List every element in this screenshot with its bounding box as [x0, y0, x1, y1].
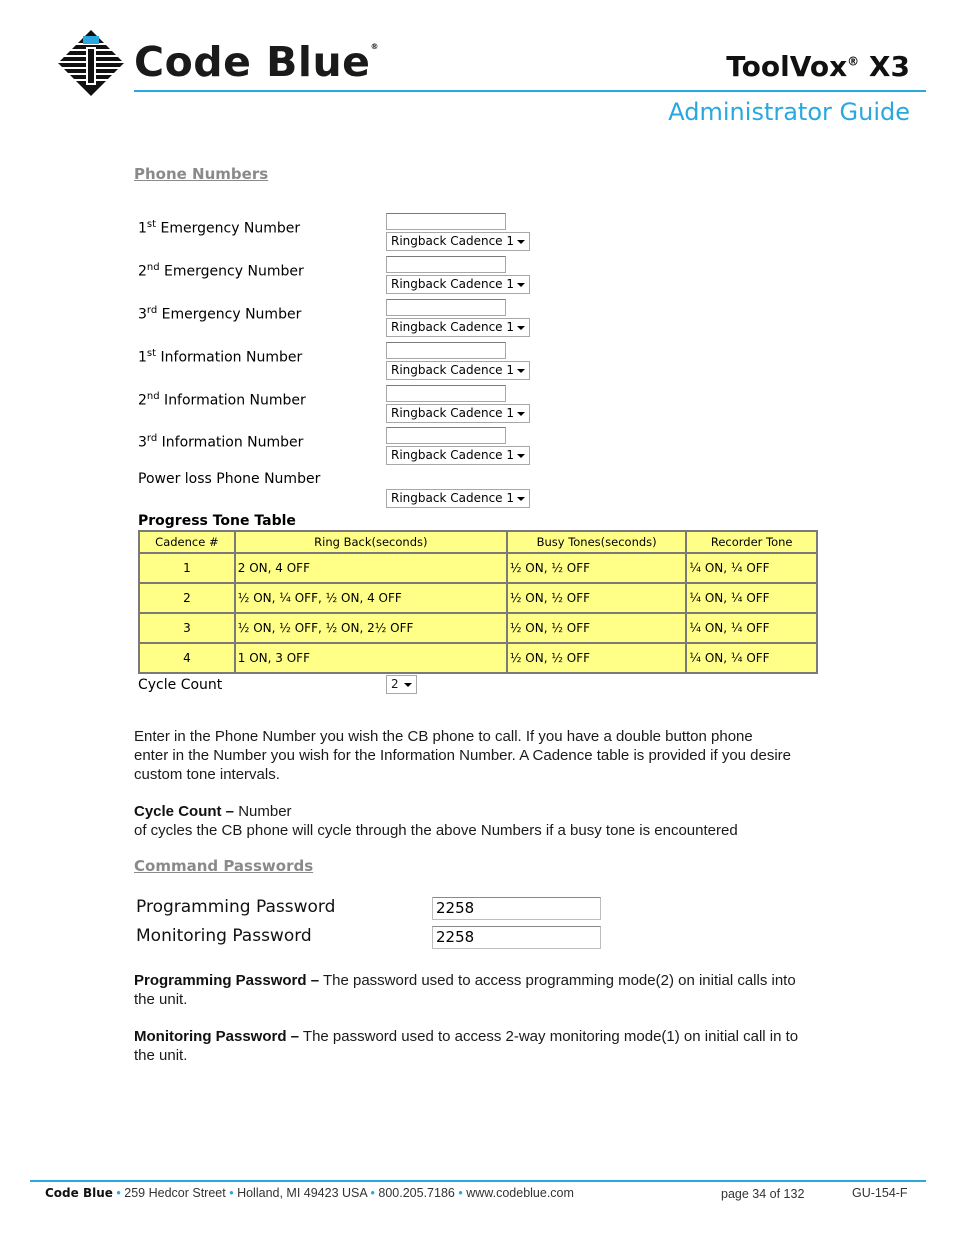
programming-password-definition: [134, 971, 834, 1009]
phone-row-label: 2nd Emergency Number: [138, 262, 304, 280]
chevron-down-icon: [517, 369, 525, 373]
definition: The password used to access programming mode(2) on initial calls into: [319, 972, 796, 989]
intro-line: custom tone intervals.: [134, 766, 280, 783]
cell-recorder: ¼ ON, ¼ OFF: [686, 553, 817, 583]
definition: the unit.: [134, 1047, 188, 1064]
monitoring-password-label: Monitoring Password: [136, 926, 312, 946]
footer-phone: 800.205.7186: [378, 1186, 455, 1200]
table-row: [139, 553, 817, 583]
phone-row-label: Power loss Phone Number: [138, 471, 321, 487]
guide-subtitle: Administrator Guide: [668, 98, 910, 126]
cell-busy: ½ ON, ½ OFF: [507, 643, 687, 673]
footer-divider: [30, 1180, 926, 1182]
cadence-value: Ringback Cadence 1: [391, 234, 514, 248]
intro-line: enter in the Number you wish for the Information Number. A Cadence table is provided if you desire: [134, 747, 792, 764]
intro-line: Enter in the Phone Number you wish the CB phone to call. If you have a double button phone: [134, 728, 753, 745]
cell-busy: ½ ON, ½ OFF: [507, 583, 687, 613]
phone-row-label: 3rd Information Number: [138, 433, 304, 451]
progress-tone-table: [138, 530, 818, 674]
phone-number-input[interactable]: [386, 256, 506, 273]
monitoring-password-definition: [134, 1027, 834, 1065]
cell-ring: ½ ON, ½ OFF, ½ ON, 2½ OFF: [235, 613, 507, 643]
cell-ring: ½ ON, ¼ OFF, ½ ON, 4 OFF: [235, 583, 507, 613]
document-code: GU-154-F: [852, 1186, 908, 1200]
intro-paragraph: [134, 727, 834, 784]
footer-address: 259 Hedcor Street: [124, 1186, 226, 1200]
cell-recorder: ¼ ON, ¼ OFF: [686, 613, 817, 643]
footer-city: Holland, MI 49423 USA: [237, 1186, 368, 1200]
phone-row-label: 3rd Emergency Number: [138, 305, 302, 323]
chevron-down-icon: [404, 683, 412, 687]
phone-number-input[interactable]: [386, 427, 506, 444]
ringback-cadence-select[interactable]: [386, 446, 530, 465]
definition: Number: [234, 803, 292, 820]
cell-ring: 1 ON, 3 OFF: [235, 643, 507, 673]
cadence-value: Ringback Cadence 1: [391, 406, 514, 420]
cycle-count-select[interactable]: [386, 675, 417, 694]
programming-password-field[interactable]: 2258: [432, 897, 601, 920]
cell-ring: 2 ON, 4 OFF: [235, 553, 507, 583]
ringback-cadence-select[interactable]: [386, 489, 530, 508]
cycle-count-label: Cycle Count: [138, 677, 223, 693]
phone-number-input[interactable]: [386, 385, 506, 402]
cell-recorder: ¼ ON, ¼ OFF: [686, 643, 817, 673]
cadence-value: Ringback Cadence 1: [391, 448, 514, 462]
footer-website-link[interactable]: www.codeblue.com: [466, 1186, 574, 1200]
cadence-value: Ringback Cadence 1: [391, 320, 514, 334]
cycle-count-value: 2: [391, 677, 399, 691]
term: Cycle Count –: [134, 803, 235, 820]
cycle-count-definition: [134, 802, 834, 840]
table-row: [139, 613, 817, 643]
cell-cadence: 2: [139, 583, 235, 613]
cadence-value: Ringback Cadence 1: [391, 363, 514, 377]
chevron-down-icon: [517, 283, 525, 287]
ringback-cadence-select[interactable]: [386, 361, 530, 380]
table-row: [139, 583, 817, 613]
code-blue-logo-icon: [56, 28, 126, 98]
term: Programming Password –: [134, 972, 320, 989]
phone-number-input[interactable]: [386, 299, 506, 316]
cell-recorder: ¼ ON, ¼ OFF: [686, 583, 817, 613]
monitoring-password-field[interactable]: 2258: [432, 926, 601, 949]
phone-number-input[interactable]: [386, 213, 506, 230]
page-number: page 34 of 132: [721, 1187, 805, 1201]
footer-contact: Code Blue • 259 Hedcor Street • Holland, MI 49423 USA • 800.205.7186 • www.codeblue.com: [45, 1186, 574, 1200]
chevron-down-icon: [517, 240, 525, 244]
command-passwords-heading: Command Passwords: [134, 857, 314, 875]
cadence-value: Ringback Cadence 1: [391, 491, 514, 505]
table-row: [139, 643, 817, 673]
chevron-down-icon: [517, 326, 525, 330]
header-recorder-tone: Recorder Tone: [686, 531, 817, 553]
ringback-cadence-select[interactable]: [386, 318, 530, 337]
brand-name: Code Blue®: [134, 38, 379, 86]
cell-busy: ½ ON, ½ OFF: [507, 613, 687, 643]
phone-numbers-heading: Phone Numbers: [134, 165, 269, 183]
header-divider: [134, 90, 926, 92]
cell-cadence: 4: [139, 643, 235, 673]
cadence-value: Ringback Cadence 1: [391, 277, 514, 291]
phone-number-input[interactable]: [386, 342, 506, 359]
cell-cadence: 3: [139, 613, 235, 643]
definition: the unit.: [134, 991, 188, 1008]
ringback-cadence-select[interactable]: [386, 404, 530, 423]
programming-password-label: Programming Password: [136, 897, 336, 917]
phone-row-label: 2nd Information Number: [138, 391, 306, 409]
phone-row-label: 1st Emergency Number: [138, 219, 301, 237]
chevron-down-icon: [517, 454, 525, 458]
header-ring-back: Ring Back(seconds): [235, 531, 507, 553]
term: Monitoring Password –: [134, 1028, 300, 1045]
ringback-cadence-select[interactable]: [386, 232, 530, 251]
header-busy-tones: Busy Tones(seconds): [507, 531, 687, 553]
definition: The password used to access 2-way monitoring mode(1) on initial call in to: [299, 1028, 799, 1045]
cell-busy: ½ ON, ½ OFF: [507, 553, 687, 583]
product-title: ToolVox® X3: [726, 50, 910, 83]
definition: of cycles the CB phone will cycle through the above Numbers if a busy tone is encountered: [134, 822, 738, 839]
footer-brand: Code Blue: [45, 1186, 113, 1200]
header-cadence: Cadence #: [139, 531, 235, 553]
tone-table-title: Progress Tone Table: [138, 513, 296, 529]
ringback-cadence-select[interactable]: [386, 275, 530, 294]
cell-cadence: 1: [139, 553, 235, 583]
phone-row-label: 1st Information Number: [138, 348, 303, 366]
chevron-down-icon: [517, 497, 525, 501]
chevron-down-icon: [517, 412, 525, 416]
